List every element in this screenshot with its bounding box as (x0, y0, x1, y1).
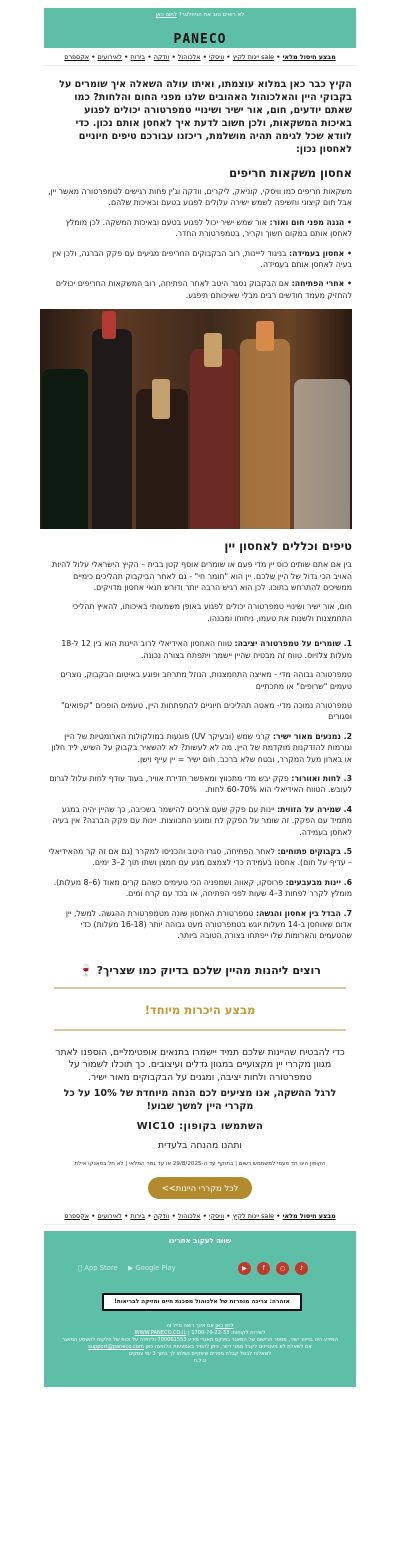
email-container (44, 8, 356, 1387)
promo-paragraph: כדי להבטיח שהיינות שלכם תמיד יישמרו בתנאים אופטימליים, הוספנו לאתר מגוון מקררי יין מקצועיים במגוון גדלים ועיצובים. כך תוכלו לשמור על טמפרטורה ולחות יציבה, ומגנים על הבקבוקים מאור ישיר. (55, 1046, 345, 1083)
nav-item[interactable]: אקספרס (64, 53, 89, 61)
nav-separator: • (89, 1211, 98, 1220)
view-in-browser-link[interactable]: לחץ כאן (215, 1322, 234, 1329)
tip-6: 6. יינות מבעבעים: פרוסקו, קאווה ושמפניה הכי טעימים כשהם קרים מאוד (6–8 מעלות). מומלץ לקרר לפחות 3–4 שעות לפני הפתיחה, או בכד עם קרח ומים. (53, 877, 352, 899)
support-email-link[interactable]: support@paneco.com (88, 1343, 144, 1350)
nav-item[interactable]: וודקה (153, 53, 170, 61)
wine-bottles-photo (40, 309, 352, 529)
view-online-notice: לא רואים טוב את הניוזלטר? לחצו כאן (155, 12, 245, 18)
nav-separator: • (145, 1211, 154, 1220)
promo-body (44, 1047, 356, 1199)
nav-separator: • (274, 53, 283, 61)
coupon-code: WIC10 (136, 1121, 176, 1133)
legal-text: לחץ כאן אם אינך רואה מייל זה לשירות לקוחות: 1700-70-22-33 | WWW.PANECO.CO.IL המידע הינו בדיוור ישיר, מספר הרישום של המאגר בפנקס מאגרי מידע 700061553 וליחידה על זכות של הלקוח להשמע המאגר אם לשאלת לא מעוניינים לקבל ממני דיוור, ניתן להסיר באמצעות הלחיצה כאן support@paneco.com לשאלות לבטל קבלת מסרים שיווקיים נשלחו לך בתוך 3 ימי עסקים ט.ל.ח (62, 1322, 338, 1364)
follow-us-title: שווה לעקוב אחרינו (168, 1236, 232, 1245)
bottle-shape (92, 329, 132, 529)
nav-separator: • (169, 53, 178, 61)
bottle-cap-shape (204, 333, 222, 367)
paragraph: בין אם אתם שותים כוס יין מדי פעם או שומרים אוסף קטן בבית – הקיץ הישראלי עלול להיות האויב הכי גדול של היין שלכם. יין הוא "חומר חי" - גם לאחר הביקבוק תהליכים כימיים ממשיכים להתרחש בתוכו. לכן הוא רגיש הרבה יותר ודורש תנאי אחסון מדויקים. (52, 560, 352, 593)
nav-separator: • (274, 1211, 283, 1220)
website-link[interactable]: WWW.PANECO.CO.IL (134, 1329, 187, 1336)
alcohol-warning: אזהרה: צריכה מופרזת של אלכוהול מסכנת חיים ומזיקה לבריאות! (102, 1293, 302, 1311)
nav-item[interactable]: בירות (130, 1211, 146, 1220)
shop-wine-coolers-button[interactable]: לכל מקררי היינות>> (148, 1177, 252, 1199)
nav-item[interactable]: וויסקי (209, 1211, 225, 1220)
youtube-icon[interactable]: ▶ (238, 1262, 251, 1275)
nav-item[interactable]: sale יינות לקיץ (232, 53, 275, 61)
nav-item[interactable]: sale יינות לקיץ (232, 1211, 275, 1220)
nav-item[interactable]: לאירועים (97, 1211, 122, 1220)
nav-separator: • (121, 1211, 131, 1220)
tip-7: 7. הבדל בין אחסון והגשה: טמפרטורת האחסון שונה מטמפרטורת ההגשה. למשל, יין אדום שאוחסן ב-14 מעלות יוגש בטמפרטורה מעט גבוהה יותר (16-18 מעלות) כדי שהטעמים והארומות שלו ייפתחו בצורה הטובה ביותר. (65, 908, 352, 941)
bottle-shape (42, 369, 88, 529)
paragraph: חום, אור ישיר ושינויי טמפרטורה יכולים לפגוע באופן משמעותי באיכותו, להאיץ תהליכי התחמצנות ולשנות את טעמו, ניחוחו ומבנהו. (72, 602, 352, 623)
nav-item[interactable]: לאירועים (97, 53, 122, 61)
tip-1a: טמפרטורה גבוהה מדי - מאיצה התחמצנות, הנוזל מתרחב ופוגע באיטום הבקבוק, נוצרים טעמים "שרופים" או מתכתיים (60, 670, 352, 691)
coupon-line: השתמשו בקופון: WIC10 (136, 1121, 264, 1133)
nav-item[interactable]: אקספרס (64, 1211, 89, 1220)
bullet-light: • הגנה מפני חום ואור: אור שמש ישיר יכול לפגוע בטעם ובאיכות המשקה. לכן מומלץ לאחסן אותם במקום חשוך וקריר, בטמפרטורת החדר. (65, 217, 352, 239)
intro-text: הקיץ כבר כאן במלוא עוצמתו, ואיתו עולה השאלה איך שומרים על בקבוקי היין והאלכוהול האהובים שלנו מפני החום והלחות? כמו שאתם יודעים, חום, אור ישיר ושינויי טמפרטורה יכולים לפגוע באיכות המשקאות, ולכן חשוב לדעת איך לאחסן אותם נכון. כדי לוודא שכל לגימה תהיה מושלמת, ריכזנו עבורכם טיפים חיוניים לאחסון נכון: (59, 79, 352, 155)
nav-separator: • (89, 53, 98, 61)
coupon-terms: הקופון הינו חד פעמי למשתמש רשום | בתוקף עד ה-29/8/2025 או עד גמר המלאי | לא חל בפאנקו אילת (74, 1160, 326, 1167)
nav-separator: • (224, 53, 233, 61)
tip-5: 5. בקבוקים פתוחים: לאחר הפתיחה, סגרו היטב והכניסו למקרר (גם אם זה קר מהאידיאלי – עדיף על חום). אחסנו בעמידה כדי לצמצם מגע עם חמצן ושתו תוך 2–3 ימים. (48, 846, 352, 868)
divider (54, 1029, 346, 1031)
nav-separator: • (145, 53, 154, 61)
tip-1b: טמפרטורה נמוכה מדי- מאטה תהליכים חיוניים להתפתחות היין, טעמים הופכים "קפואים" וסגורים (60, 700, 352, 722)
tip-3: 3. לחות ואוורור: פקק יבש מדי מתכווץ ומאפשר חדירת אוויר, בעוד עודף לחות עלול לגרום לעובש. הטווח האידיאלי הוא 60-70% לחות. (49, 773, 352, 795)
bottle-shape (240, 339, 290, 529)
nav-separator: • (121, 53, 131, 61)
nav-separator: • (224, 1211, 233, 1220)
section-title-wine: טיפים וכללים לאחסון יין (224, 539, 352, 554)
bottle-cap-shape (256, 321, 274, 351)
instagram-icon[interactable]: ○ (276, 1262, 289, 1275)
tiktok-icon[interactable]: ♪ (295, 1262, 308, 1275)
bottle-shape (294, 379, 350, 529)
google-play-badge[interactable]: ▶ Google Play (128, 1263, 176, 1272)
logo[interactable]: PANECO (173, 32, 227, 47)
nav-item[interactable]: בירות (130, 53, 146, 61)
bullet-standing: • אחסון בעמידה: בניגוד לייינות, רוב הבקבוקים החריפים מגיעים עם פקק הברגה, ולכן אין בעיה לאחסן אותם בעמידה. (52, 248, 352, 270)
app-store-badge[interactable]: App Store (78, 1263, 112, 1272)
bottom-nav (44, 1207, 356, 1225)
nav-item[interactable]: אלכוהול (177, 1211, 201, 1220)
footer (44, 1231, 356, 1387)
promo-question: רוצים ליהנות מהיין שלכם בדיוק כמו שצריך? 🍷 (79, 963, 321, 977)
bottle-cap-shape (102, 311, 116, 339)
nav-item[interactable]: אלכוהול (177, 53, 201, 61)
promo-title: מבצע היכרות מיוחד! (144, 1002, 256, 1017)
article (44, 78, 356, 942)
facebook-icon[interactable]: f (257, 1262, 270, 1275)
nav-item[interactable]: מבצע חיסול מלאי (282, 1211, 336, 1220)
nav-separator: • (200, 53, 210, 61)
nav-separator: • (169, 1211, 178, 1220)
tip-1: 1. שומרים על טמפרטורה יציבה: טווח האחסון האידיאלי לרוב היינות הוא בין 12 ל-18 מעלות צלזיוס. טווח זה מבטיח שהיין יישמר ויתפתח בצורה נכונה. (61, 639, 352, 660)
tip-2: 2. נמנעים מאור ישיר: קרני שמש (ובעיקר UV) פוגעות במולקולות הארומטיות של היין וגורמות להזדקנות מוקדמת של היין. מה לא לעשות? לא להשאיר בקבוק על השיש, ליד חלון או בארון מעל המקרר, ובטח שלא ברכב. חום ישיר = יין עייף וישן. (51, 731, 352, 764)
promo-offer: לרגל ההשקה, אנו מציעים לכם הנחה מיוחדת של 10% על כל מקררי היין למשך שבוע! (63, 1088, 337, 1112)
bottle-cap-shape (152, 379, 170, 419)
promo-note: ותהנו מהנחה בלעדית (158, 1140, 242, 1152)
nav-item[interactable]: וויסקי (209, 53, 225, 61)
paragraph: משקאות חריפים כמו וויסקי, קוניאק, ליקרים, וודקה וג'ין פחות רגישים לטמפרטורה מאשר יין, אבל חום קיצוני וחשיפה לשמש ישירה עלולים לפגוע בטעם ובאיכות שלהם. (48, 187, 352, 208)
nav-separator: • (200, 1211, 210, 1220)
divider (54, 987, 346, 989)
bullet-after-open: • אחרי הפתיחה: אם הבקבוק נסגר היטב לאחר הפתיחה, רוב המשקאות החריפים יכולים להחזיק מעמד חודשים רבים מבלי שאיכותם תיפגע. (55, 279, 352, 300)
tip-4: 4. שמירה על הזווית: יינות עם פקק שעם צריכים להישמר בשכיבה, כך שהיין יהיה במגע מתמיד עם הפקק. זה שומר על הפקק לח ומונע התכווצות. יינות עם פקק הברגה? אין בעיה לאחסן בעמידה. (52, 804, 352, 837)
nav-item[interactable]: וודקה (153, 1211, 170, 1220)
section-title-spirits: אחסון משקאות חריפים (229, 166, 352, 180)
view-online-link[interactable]: לחצו כאן (155, 12, 177, 18)
bottle-shape (190, 349, 238, 529)
nav-item[interactable]: מבצע חיסול מלאי (282, 53, 336, 61)
